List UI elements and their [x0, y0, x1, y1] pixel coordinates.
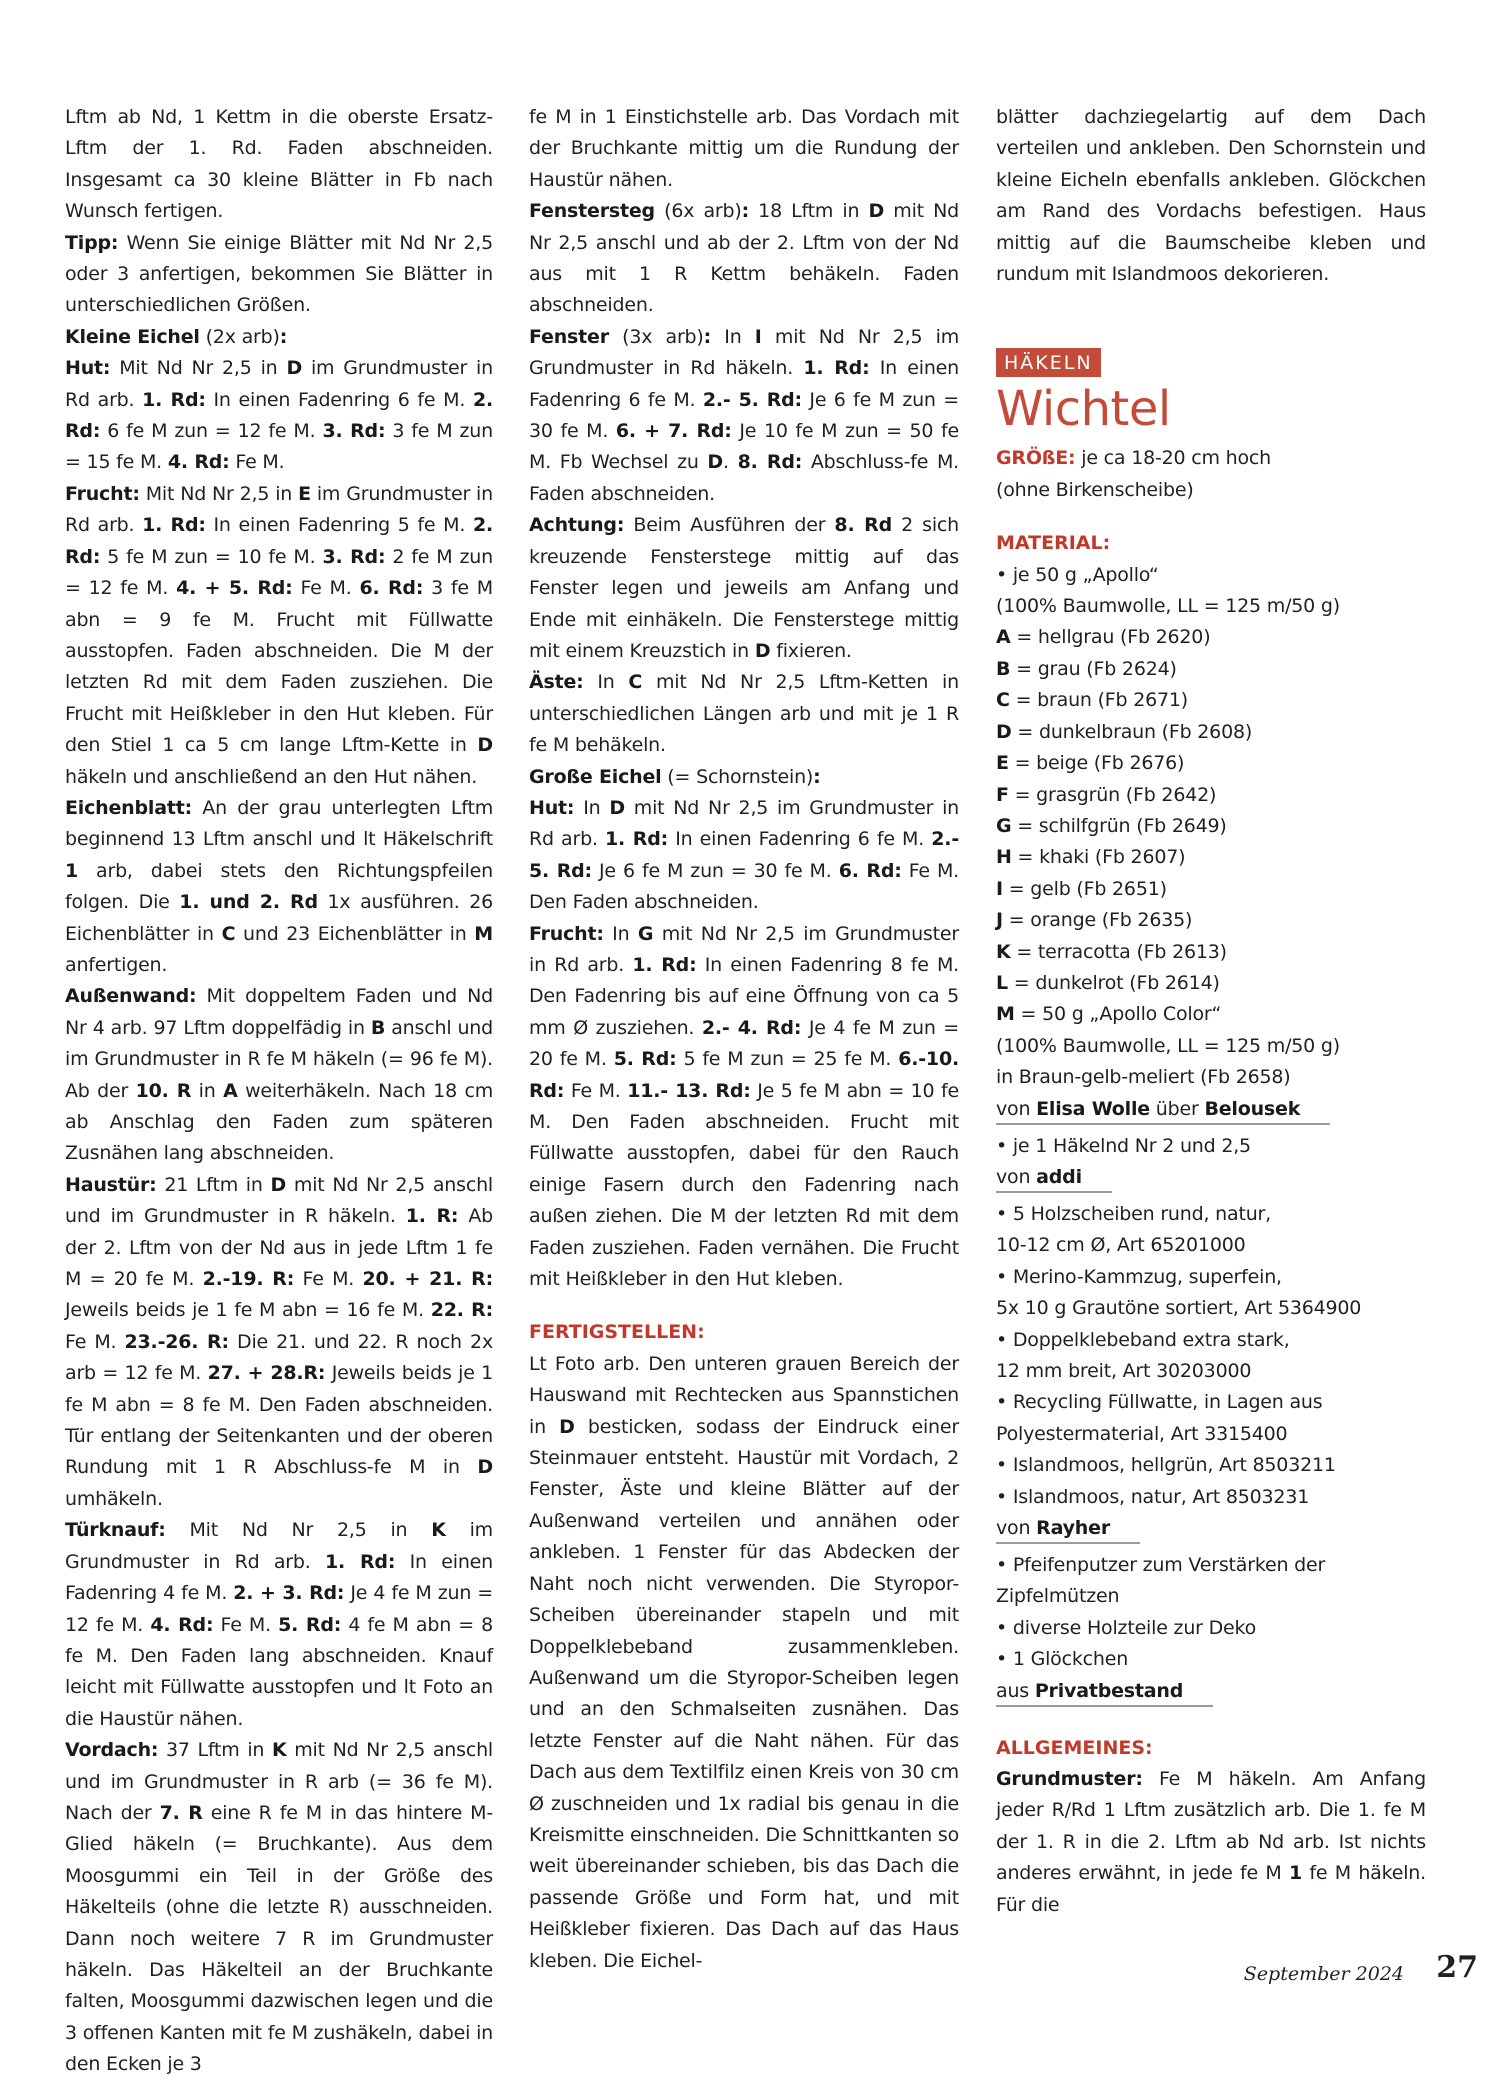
bold-text: M	[474, 922, 493, 945]
body-text: (2x arb)	[199, 325, 280, 348]
color-key: J	[996, 909, 1003, 932]
body-text: 5 fe M zun = 10 fe M.	[100, 545, 323, 568]
source-brand: Rayher	[1036, 1517, 1110, 1540]
bold-text: Eichenblatt:	[65, 796, 192, 819]
source-underline	[996, 1095, 1330, 1125]
allgemeines-heading: ALLGEMEINES:	[996, 1736, 1153, 1759]
body-text: im Grundmuster in Rd arb.	[65, 1519, 493, 1573]
bold-text: 3. Rd:	[322, 545, 386, 568]
bold-text: Außenwand:	[65, 985, 197, 1008]
source-brand: Privatbestand	[1034, 1679, 1184, 1702]
body-text: in	[191, 1079, 224, 1102]
bold-text: 1. Rd:	[803, 357, 870, 380]
color-item	[996, 999, 1426, 1030]
material-item: • 5 Holzscheiben rund, natur,	[996, 1202, 1271, 1225]
body-text: In einen Fadenring 8 fe M. Den Fadenring bis auf eine Öffnung von ca 5 mm Ø zusziehen.	[529, 953, 960, 1039]
body-text: In	[603, 922, 638, 945]
source-prefix: von	[996, 1165, 1037, 1188]
bold-text: :	[703, 325, 712, 348]
body-text: Mit Nd Nr 2,5 in	[139, 482, 299, 505]
bold-text: D	[559, 1415, 575, 1438]
bold-text: D	[286, 357, 303, 380]
body-text: 18 Lftm in	[749, 200, 869, 223]
bold-text: D	[477, 734, 493, 757]
color-value: = terracotta (Fb 2613)	[1010, 940, 1227, 963]
bold-text: Vordach:	[65, 1739, 159, 1762]
body-text: mit Nd Nr 2,5 anschl und im Grundmuster in R häkeln.	[65, 1173, 493, 1228]
color-item	[996, 717, 1426, 748]
material-item: 12 mm breit, Art 30203000	[996, 1360, 1252, 1382]
paragraph	[65, 479, 493, 793]
bold-text: 6. Rd:	[838, 859, 902, 882]
bold-text: K	[431, 1519, 446, 1542]
body-text: In	[711, 325, 755, 348]
fertigstellen-text	[529, 1349, 959, 1977]
body-text: Je 4 fe M zun = 20 fe M.	[529, 1016, 960, 1071]
source-mid: über	[1149, 1097, 1205, 1120]
bold-text: 4. Rd:	[167, 451, 230, 474]
source-brand: Elisa Wolle	[1036, 1097, 1150, 1120]
bold-text: 2. Rd:	[65, 388, 494, 443]
bold-text: 1	[65, 859, 79, 882]
body-text: In einen Fadenring 6 fe M.	[529, 357, 959, 411]
body-text: 3 fe M zun = 15 fe M.	[65, 420, 493, 474]
paragraph	[529, 196, 959, 322]
paragraph	[65, 228, 493, 322]
bold-text: Kleine Eichel	[65, 325, 200, 348]
bold-text: D	[868, 200, 885, 223]
body-text: (= Schornstein)	[661, 765, 814, 788]
bold-text: :	[741, 200, 749, 223]
bold-text: Äste:	[529, 671, 584, 694]
source-vendor: Belousek	[1204, 1097, 1301, 1120]
bold-text: 7. R	[159, 1801, 203, 1824]
body-text: 2 fe M zun = 12 fe M.	[65, 545, 493, 600]
paragraph	[65, 1170, 493, 1515]
paragraph	[65, 981, 493, 1169]
column-left	[65, 102, 493, 2081]
color-value: = braun (Fb 2671)	[1009, 689, 1188, 712]
source-line	[996, 1513, 1426, 1548]
material-item: • je 1 Häkelnd Nr 2 und 2,5	[996, 1134, 1251, 1157]
body-text: besticken, sodass der Eindruck einer Steinmauer entsteht. Haustür mit Vordach, 2 Fenster, Äste und kleine Blätter auf der Außenwand verteilen und annähen oder ankleben. 1 Fenster für das Abdecken der Naht noch nicht verwenden. Die Styropor-Scheiben übereinander stapeln und mit Doppelklebeband zusammenkleben. Außenwand um die Styropor-Scheiben legen und an den Schmalseiten zusnähen. Das letzte Fenster auf die Naht nähen. Für das Dach aus dem Textilfilz einen Kreis von 30 cm Ø zuschneiden und 1x radial bis genau in die Kreismitte einschneiden. Die Schnittkanten so weit übereinander schieben, bis das Dach die passende Größe und Form hat, und mit Heißkleber fixieren. Das Dach auf das Haus kleben. Die Eichel-	[529, 1415, 959, 1972]
finishing-continued: blätter dachziegelartig auf dem Dach verteilen und ankleben. Den Schornstein und kleine Eicheln ebenfalls ankleben. Glöckchen am Rand des Vordachs befestigen. Haus mittig auf die Baumscheibe kleben und rundum mit Islandmoos dekorieren.	[996, 106, 1426, 286]
bold-text: G	[637, 922, 654, 945]
bold-text: 10. R	[135, 1079, 192, 1102]
color-item	[996, 905, 1426, 936]
body-text: weiterhäkeln. Nach 18 cm ab Anschlag den Faden zum späteren Zusnähen lang abschneiden.	[65, 1079, 494, 1165]
body-text: 1x ausführen. 26 Eichenblätter in	[65, 891, 493, 945]
material-item: Zipfelmützen	[996, 1585, 1120, 1608]
body-text: 37 Lftm in	[158, 1739, 272, 1762]
body-text: mit Nd Nr 2,5 Lftm-Ketten in unterschiedlichen Längen arb und mit je 1 R fe M behäkeln.	[529, 671, 959, 757]
bold-text: 4. Rd:	[150, 1613, 214, 1636]
material-item: Polyestermaterial, Art 3315400	[996, 1422, 1288, 1445]
color-key: E	[996, 752, 1009, 775]
body-text: im Grundmuster in Rd arb.	[65, 357, 493, 411]
paragraph	[529, 793, 959, 919]
body-text: mit Nd Nr 2,5 im Grundmuster in Rd arb.	[529, 922, 959, 976]
material-item: (100% Baumwolle, LL = 125 m/50 g)	[996, 595, 1340, 618]
body-text: anschl und im Grundmuster in R fe M häkeln (= 96 fe M). Ab der	[65, 1016, 494, 1102]
source-prefix: von	[996, 1517, 1037, 1540]
color-item	[996, 654, 1426, 685]
body-text: Abschluss-fe M. Faden abschneiden.	[529, 451, 959, 505]
color-key: G	[996, 814, 1012, 837]
bold-text: 1. Rd:	[142, 388, 206, 411]
color-key: H	[996, 846, 1012, 869]
bold-text: E	[298, 482, 311, 505]
color-value: = gelb (Fb 2651)	[1002, 877, 1167, 900]
source-line	[996, 1676, 1426, 1711]
body-text: (3x arb)	[608, 325, 704, 348]
body-text: Fe M. Den Faden abschneiden.	[529, 859, 960, 914]
bold-text: D	[609, 796, 625, 819]
body-text: häkeln und anschließend an den Hut nähen.	[65, 765, 478, 788]
bold-text: 11.- 13. Rd:	[627, 1079, 751, 1102]
material-item: 5x 10 g Grautöne sortiert, Art 5364900	[996, 1297, 1362, 1320]
bold-text: 1. R:	[405, 1205, 459, 1228]
material-item: • Merino-Kammzug, superfein,	[996, 1265, 1282, 1288]
body-text: Mit Nd Nr 2,5 in	[165, 1519, 432, 1542]
color-key: L	[996, 971, 1008, 994]
bold-text: C	[628, 671, 643, 694]
bold-text: 8. Rd	[834, 514, 892, 537]
page-number: 27	[1436, 1950, 1478, 1985]
material-item: • Doppelklebeband extra stark,	[996, 1328, 1290, 1351]
source-prefix: von	[996, 1097, 1037, 1120]
body-text: In einen Fadenring 6 fe M.	[668, 828, 932, 851]
issue-date: September 2024	[1243, 1963, 1404, 1985]
bold-text: 5. Rd:	[278, 1613, 342, 1636]
body-text: mit Nd Nr 2,5 im Grundmuster in Rd häkeln.	[529, 325, 959, 380]
color-item	[996, 622, 1426, 653]
allgemeines-body-end: fe M häkeln. Für die	[996, 1862, 1426, 1916]
body-text: Jeweils beids je 1 fe M abn = 8 fe M. Den Faden abschneiden. Tür entlang der Seitenkanten und der oberen Rundung mit 1 R Abschluss-fe M in	[65, 1362, 494, 1479]
bold-text: Frucht:	[65, 482, 140, 505]
bold-text: 1. Rd:	[632, 953, 697, 976]
color-value: = khaki (Fb 2607)	[1011, 846, 1186, 869]
bold-text: Tipp:	[65, 231, 119, 254]
source-underline	[996, 1514, 1140, 1544]
paragraph	[529, 762, 959, 793]
bold-text: 20. + 21. R:	[362, 1268, 493, 1291]
bold-text: 27. + 28.R:	[207, 1362, 326, 1385]
paragraph	[65, 1735, 493, 2080]
allgemeines-text	[996, 1764, 1426, 1921]
allgemeines-body: Fe M häkeln. Am Anfang jeder R/Rd 1 Lftm zusätzlich arb. Die 1. fe M der 1. R in die 2. Lftm ab Nd arb. Ist nichts anderes erwähnt, in jede fe M	[996, 1768, 1426, 1885]
color-value: = beige (Fb 2676)	[1008, 752, 1185, 775]
bold-text: Türknauf:	[65, 1519, 166, 1542]
size-line	[996, 443, 1426, 474]
color-key: C	[996, 689, 1010, 712]
body-text: 21 Lftm in	[156, 1173, 271, 1196]
category-tag: HÄKELN	[996, 348, 1101, 377]
bold-text: 5. Rd:	[613, 1048, 677, 1071]
allgemeines-bold: 1	[1288, 1862, 1303, 1885]
body-text: Je 6 fe M zun = 30 fe M.	[529, 388, 959, 443]
source-prefix: aus	[996, 1679, 1035, 1702]
body-text: umhäkeln.	[65, 1487, 163, 1510]
material-item: (100% Baumwolle, LL = 125 m/50 g)	[996, 1034, 1340, 1057]
body-text: Mit Nd Nr 2,5 in	[110, 357, 287, 380]
bold-text: 6. + 7. Rd:	[615, 420, 732, 443]
paragraph	[529, 667, 959, 761]
material-item: 10-12 cm Ø, Art 65201000	[996, 1234, 1246, 1257]
color-value: = dunkelbraun (Fb 2608)	[1011, 720, 1253, 743]
body-text: 6 fe M zun = 12 fe M.	[100, 420, 323, 443]
body-text: 5 fe M zun = 25 fe M.	[676, 1048, 899, 1071]
body-text: eine R fe M in das hintere M-Glied häkeln (= Bruchkante). Aus dem Moosgummi ein Teil in der Größe des Häkelteils (ohne die letzte R) ausschneiden. Dann noch weitere 7 R im Grundmuster häkeln. Das Häkelteil an der Bruchkante falten, Moosgummi dazwischen legen und die 3 offenen Kanten mit fe M zushäkeln, dabei in den Ecken je 3	[65, 1801, 494, 2076]
body-text: In einen Fadenring 5 fe M.	[205, 514, 473, 537]
body-text: Fe M.	[564, 1079, 628, 1102]
body-text: Ab der 2. Lftm von der Nd aus in jede Lftm 1 fe M = 20 fe M.	[65, 1205, 493, 1291]
material-item: • je 50 g „Apollo“	[996, 563, 1159, 586]
body-text: und 23 Eichenblätter in	[235, 922, 475, 945]
body-text: (6x arb)	[654, 200, 742, 223]
source-line	[996, 1162, 1426, 1197]
body-text: mit Nd Nr 2,5 anschl und im Grundmuster in R arb (= 36 fe M). Nach der	[65, 1739, 493, 1824]
bold-text: C	[221, 922, 236, 945]
material-item: • Recycling Füllwatte, in Lagen aus	[996, 1391, 1323, 1414]
body-text: im Grundmuster in Rd arb.	[65, 482, 493, 537]
material-item: • Pfeifenputzer zum Verstärken der	[996, 1554, 1326, 1577]
bold-text: Große Eichel	[529, 765, 662, 788]
bold-text: 2.- 5. Rd:	[529, 828, 960, 882]
color-key: M	[996, 1003, 1015, 1026]
bold-text: Haustür:	[65, 1173, 157, 1196]
body-text: Jeweils beids je 1 fe M abn = 16 fe M.	[65, 1299, 431, 1322]
body-text: Je 6 fe M zun = 30 fe M.	[591, 859, 839, 882]
paragraph	[65, 322, 493, 353]
bold-text: :	[279, 325, 288, 348]
color-key: A	[996, 626, 1011, 649]
material-item: • 1 Glöckchen	[996, 1648, 1129, 1671]
pattern-title: Wichtel	[996, 381, 1171, 438]
bold-text: 22. R:	[430, 1299, 493, 1322]
body-text: mit Nd Nr 2,5 im Grundmuster in Rd arb.	[529, 796, 959, 851]
body-text: fe M in 1 Einstichstelle arb. Das Vordach mit der Bruchkante mittig um die Rundung der Haustür nähen.	[529, 106, 959, 191]
body-text: Lftm ab Nd, 1 Kettm in die oberste Ersatz-Lftm der 1. Rd. Faden abschneiden. Insgesamt ca 30 kleine Blätter in Fb nach Wunsch fertigen.	[65, 106, 493, 223]
size-note: (ohne Birkenscheibe)	[996, 478, 1194, 501]
paragraph	[529, 919, 959, 1296]
color-value: = grau (Fb 2624)	[1010, 657, 1177, 680]
body-text: Wenn Sie einige Blätter mit Nd Nr 2,5 oder 3 anfertigen, bekommen Sie Blätter in unterschiedlichen Größen.	[65, 231, 493, 317]
body-text: Fe M.	[229, 451, 285, 474]
bold-text: Frucht:	[529, 922, 604, 945]
source-line	[996, 1094, 1426, 1129]
bold-text: 2.- 4. Rd:	[701, 1016, 802, 1039]
color-value: = orange (Fb 2635)	[1002, 909, 1193, 932]
color-value: = grasgrün (Fb 2642)	[1008, 783, 1217, 806]
body-text: Mit doppeltem Faden und Nd Nr 4 arb. 97 Lftm doppelfädig in	[65, 985, 493, 1039]
body-text: Je 4 fe M zun = 12 fe M.	[65, 1582, 493, 1636]
body-text: In	[583, 671, 629, 694]
bold-text: 2. Rd:	[65, 514, 494, 568]
bold-text: Hut:	[65, 357, 111, 380]
color-item	[996, 780, 1426, 811]
color-value: = hellgrau (Fb 2620)	[1010, 626, 1211, 649]
paragraph	[529, 322, 959, 510]
body-text: arb, dabei stets den Richtungspfeilen folgen. Die	[65, 859, 493, 914]
color-item	[996, 842, 1426, 873]
body-text: .	[723, 451, 738, 474]
bold-text: 23.-26. R:	[124, 1330, 229, 1353]
paragraph	[65, 793, 493, 981]
source-underline	[996, 1677, 1213, 1707]
material-item: • diverse Holzteile zur Deko	[996, 1616, 1257, 1639]
bold-text: Achtung:	[529, 514, 625, 537]
bold-text: 3. Rd:	[322, 420, 386, 443]
bold-text: Fenstersteg	[529, 200, 655, 223]
color-item	[996, 748, 1426, 779]
bold-text: 1. Rd:	[324, 1550, 396, 1573]
bold-text: Hut:	[529, 796, 575, 819]
bold-text: 4. + 5. Rd:	[176, 577, 293, 600]
body-text: 4 fe M abn = 8 fe M. Den Faden lang abschneiden. Knauf leicht mit Füllwatte ausstopfen und lt Foto an die Haustür nähen.	[65, 1613, 494, 1730]
bold-text: 2.- 5. Rd:	[702, 388, 802, 411]
bold-text: B	[370, 1016, 386, 1039]
paragraph	[529, 102, 959, 196]
color-item	[996, 968, 1426, 999]
color-item	[996, 685, 1426, 716]
bold-text: 8. Rd:	[737, 451, 803, 474]
body-text: 2 sich kreuzende Fensterstege mittig auf das Fenster legen und jeweils am Anfang und Ende mit einhäkeln. Die Fensterstege mittig mit einem Kreuzstich in	[529, 514, 959, 662]
size-text: je ca 18-20 cm hoch	[1075, 447, 1271, 470]
body-text: Fe M.	[292, 577, 360, 600]
color-key: I	[996, 877, 1003, 900]
source-underline	[996, 1163, 1112, 1193]
bold-text: D	[754, 639, 771, 662]
paragraph	[65, 102, 493, 228]
color-key: D	[996, 720, 1012, 743]
source-brand: addi	[1036, 1165, 1082, 1188]
body-text: An der grau unterlegten Lftm beginnend 13 Lftm anschl und lt Häkelschrift	[65, 796, 493, 851]
body-text: Lt Foto arb. Den unteren grauen Bereich der Hauswand mit Rechtecken aus Spannstichen in	[529, 1352, 959, 1438]
bold-text: Fenster	[529, 325, 609, 348]
color-key: F	[996, 783, 1009, 806]
bold-text: 2.-19. R:	[202, 1268, 295, 1291]
body-text: 3 fe M abn = 9 fe M. Frucht mit Füllwatte ausstopfen. Faden abschneiden. Die M der letzten Rd mit dem Faden zusziehen. Die Frucht mit Heißkleber in den Hut kleben. Für den Stiel 1 ca 5 cm lange Lftm-Kette in	[65, 577, 493, 757]
color-item	[996, 937, 1426, 968]
bold-text: 6.-10. Rd:	[529, 1048, 959, 1102]
body-text: mit Nd Nr 2,5 anschl und ab der 2. Lftm von der Nd aus mit 1 R Kettm behäkeln. Faden abschneiden.	[529, 200, 959, 317]
bold-text: I	[754, 325, 762, 348]
body-text: Fe M.	[213, 1613, 279, 1636]
color-value: = schilfgrün (Fb 2649)	[1011, 814, 1227, 837]
color-key: B	[996, 657, 1011, 680]
body-text: fixieren.	[770, 639, 852, 662]
bold-text: D	[270, 1173, 287, 1196]
bold-text: 1. und 2. Rd	[179, 891, 318, 914]
color-key: K	[996, 940, 1011, 963]
body-text: Je 10 fe M zun = 50 fe M. Fb Wechsel zu	[529, 420, 959, 474]
body-text: In	[574, 796, 610, 819]
paragraph	[65, 353, 493, 479]
body-text: Fe M.	[65, 1330, 125, 1353]
paragraph	[529, 510, 959, 667]
material-item: • Islandmoos, hellgrün, Art 8503211	[996, 1454, 1336, 1477]
body-text: Je 5 fe M abn = 10 fe M. Den Faden abschneiden. Frucht mit Füllwatte ausstopfen, dabei für den Rauch einige Fasern durch den Fadenring nach außen ziehen. Die M der letzten Rd mit dem Faden zusziehen. Faden vernähen. Die Frucht mit Heißkleber in den Hut kleben.	[529, 1079, 959, 1291]
body-text: In einen Fadenring 4 fe M.	[65, 1550, 493, 1605]
body-text: anfertigen.	[65, 953, 168, 976]
color-item	[996, 811, 1426, 842]
body-text: Fe M.	[294, 1268, 363, 1291]
bold-text: 1. Rd:	[605, 828, 669, 851]
bold-text: D	[707, 451, 723, 474]
paragraph	[65, 1515, 493, 1735]
bold-text: 1. Rd:	[142, 514, 206, 537]
body-text: In einen Fadenring 6 fe M.	[205, 388, 473, 411]
column-middle	[529, 102, 959, 1977]
material-list	[996, 560, 1426, 1711]
color-value: = 50 g „Apollo Color“	[1014, 1003, 1222, 1026]
color-value: = dunkelrot (Fb 2614)	[1007, 971, 1220, 994]
material-heading: MATERIAL:	[996, 532, 1111, 555]
bold-text: K	[271, 1739, 287, 1762]
body-text: Die 21. und 22. R noch 2x arb = 12 fe M.	[65, 1330, 493, 1385]
fertigstellen-heading: FERTIGSTELLEN:	[529, 1321, 705, 1344]
bold-text: A	[223, 1079, 238, 1102]
material-item: in Braun-gelb-meliert (Fb 2658)	[996, 1066, 1291, 1089]
grundmuster-label: Grundmuster:	[996, 1768, 1143, 1791]
bold-text: :	[813, 765, 821, 788]
color-item	[996, 874, 1426, 905]
material-item: • Islandmoos, natur, Art 8503231	[996, 1485, 1310, 1508]
bold-text: 6. Rd:	[359, 577, 424, 600]
bold-text: 2. + 3. Rd:	[233, 1582, 345, 1605]
body-text: Beim Ausführen der	[624, 514, 835, 537]
size-label: GRÖßE:	[996, 447, 1076, 470]
column-right	[996, 102, 1426, 1921]
bold-text: D	[477, 1456, 493, 1479]
